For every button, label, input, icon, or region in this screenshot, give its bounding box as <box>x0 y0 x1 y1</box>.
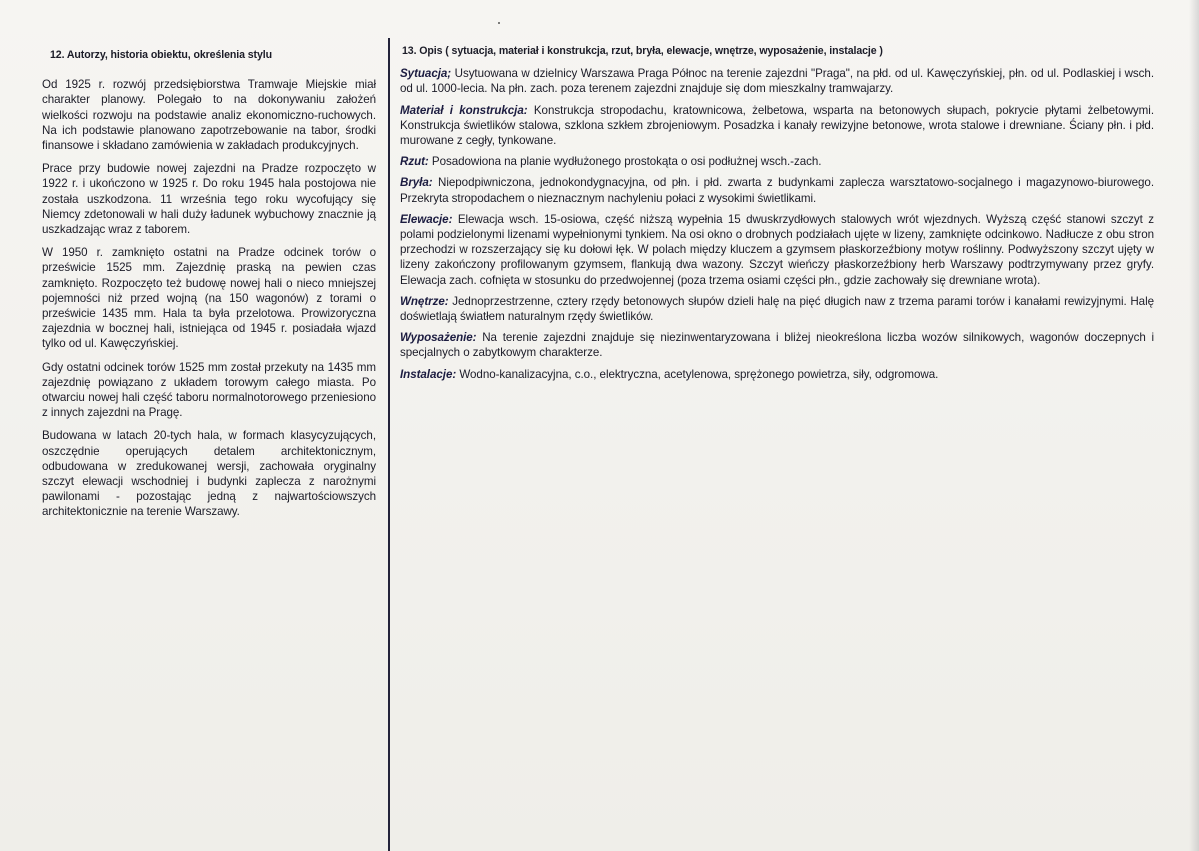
description-interior <box>400 294 1154 324</box>
interior-label: Wnętrze: <box>400 294 449 308</box>
description-plan <box>400 154 1154 169</box>
plan-text: Posadowiona na planie wydłużonego prostokąta o osi podłużnej wsch.-zach. <box>428 155 822 169</box>
column-divider <box>388 38 390 851</box>
elevations-label: Elewacje: <box>400 212 453 226</box>
history-paragraph-4: Gdy ostatni odcinek torów 1525 mm został przekuty na 1435 mm zajezdnię powiązano z układem torowym całego miasta. Po otwarciu nowej hali część taboru normalnotorowego przeniesiono z innych zajezdni na Pragę. <box>42 360 376 420</box>
section-12-title: 12. Autorzy, historia obiektu, określenia stylu <box>50 49 272 61</box>
equipment-text: Na terenie zajezdni znajduje się niezinwentaryzowana i bliżej nieokreślona liczba wozów silnikowych, wagonów doczepnych i specjalnych o zabytkowym charakterze. <box>400 331 1154 360</box>
speck-mark <box>498 22 500 24</box>
material-text: Konstrukcja stropodachu, kratownicowa, żelbetowa, wsparta na betonowych słupach, pokrycie płytami żelbetowymi. Konstrukcja świetlików stalowa, szklona szkłem zbrojeniowym. Posadzka i kanały rewizyjne betonowe, wrota stalowe i drewniane. Ściany płn. i płd. murowane z cegły, tynkowane. <box>400 103 1154 148</box>
history-paragraph-1: Od 1925 r. rozwój przedsiębiorstwa Tramwaje Miejskie miał charakter planowy. Polegało to na dokonywaniu założeń wielkości rozwoju na podstawie analiz ekonomiczno-ruchowych. Na ich podstawie planowano zapotrzebowanie na tabor, środki finansowe i składano zamówienia w zakładach produkcyjnych. <box>42 78 376 153</box>
mass-text: Niepodpiwniczona, jednokondygnacyjna, od płn. i płd. zwarta z budynkami zaplecza warsztatowo-socjalnego i magazynowo-biurowego. Przekryta stropodachem o nieznacznym nachyleniu połaci z wysokimi świetlikami. <box>400 176 1154 205</box>
history-paragraph-5: Budowana w latach 20-tych hala, w formach klasycyzujących, oszczędnie operujących detalem architektonicznym, odbudowana w zredukowanej wersji, zachowała oryginalny szczyt elewacji wschodniej i budynki zaplecza z narożnymi pawilonami - pozostając jedną z najwartościowszych architektonicznie na terenie Warszawy. <box>42 429 376 519</box>
history-paragraph-2: Prace przy budowie nowej zajezdni na Pradze rozpoczęto w 1922 r. i ukończono w 1925 r. Do roku 1945 hala postojowa nie została uszkodzona. 11 września tego roku wycofujący się Niemcy zdetonowali w hali duży ładunek wybuchowy znacznie ją uszkadzając wraz z taborem. <box>42 162 376 237</box>
right-column <box>400 40 1154 388</box>
description-material <box>400 103 1154 149</box>
equipment-label: Wyposażenie: <box>400 331 477 345</box>
description-installations <box>400 367 1154 382</box>
description-mass <box>400 175 1154 205</box>
left-column <box>42 40 376 528</box>
situation-text: Usytuowana w dzielnicy Warszawa Praga Północ na terenie zajezdni "Praga", na płd. od ul. Kawęczyńskiej, płn. od ul. Podlaskiej i wsch. od ul. 1000-lecia. Na płn. zach. poza terenem zajezdni znajduje się dom mieszkalny tramwajarzy. <box>400 67 1154 96</box>
installations-text: Wodno-kanalizacyjna, c.o., elektryczna, acetylenowa, sprężonego powietrza, siły, odgromowa. <box>456 367 939 381</box>
section-13-title: 13. Opis ( sytuacja, materiał i konstrukcja, rzut, bryła, elewacje, wnętrze, wyposażenie, instalacje ) <box>402 45 883 57</box>
situation-label: Sytuacja; <box>400 67 452 81</box>
page-edge-shadow <box>1189 0 1199 851</box>
description-situation <box>400 66 1154 96</box>
interior-text: Jednoprzestrzenne, cztery rzędy betonowych słupów dzieli halę na pięć długich naw z trzema parami torów i kanałami rewizyjnymi. Halę doświetlają światłem naturalnym rzędy świetlików. <box>400 294 1154 324</box>
history-paragraph-3: W 1950 r. zamknięto ostatni na Pradze odcinek torów o prześwicie 1525 mm. Zajezdnię praską na pewien czas zamknięto. Rozpoczęto też budowę nowej hali o nieco mniejszej pojemności niż przed wojną (na 150 wagonów) z torami o prześwicie 1435 mm. Hala ta była przelotowa. Prowizoryczna zajezdnia w bocznej hali, istniejąca od 1945 r. posiadała wjazd tylko od ul. Kawęczyńskiej. <box>42 246 376 351</box>
description-equipment <box>400 330 1154 360</box>
material-label: Materiał i konstrukcja: <box>400 103 528 117</box>
plan-label: Rzut: <box>400 155 429 169</box>
installations-label: Instalacje: <box>400 367 457 381</box>
elevations-text: Elewacja wsch. 15-osiowa, część niższą wypełnia 15 dwuskrzydłowych stalowych wrót wjezdnych. Wyższą część stanowi szczyt z polami podzielonymi lizenami wypełnionymi tynkiem. Na osi okno o drobnych podziałach ujęte w lizeny, zamknięte odcinkowo. Nadłucze z obu stron przechodzi w rozszerzający się ku dołowi łęk. W polach między kluczem a gzymsem płaskorzeźbiony motyw roślinny. Podwyższony szczyt ujęty w lizeny zakończony profilowanym gzymsem, flankują dwa wazony. Szczyt wieńczy płaskorzeźbiony herb Warszawy podtrzymywany przez gryfy. Elewacja zach. cofnięta w stosunku do przedwojennej (poza trzema osiami części płn., gdzie zachowały się drewniane wrota). <box>400 212 1154 287</box>
description-elevations <box>400 212 1154 288</box>
mass-label: Bryła: <box>400 176 433 190</box>
